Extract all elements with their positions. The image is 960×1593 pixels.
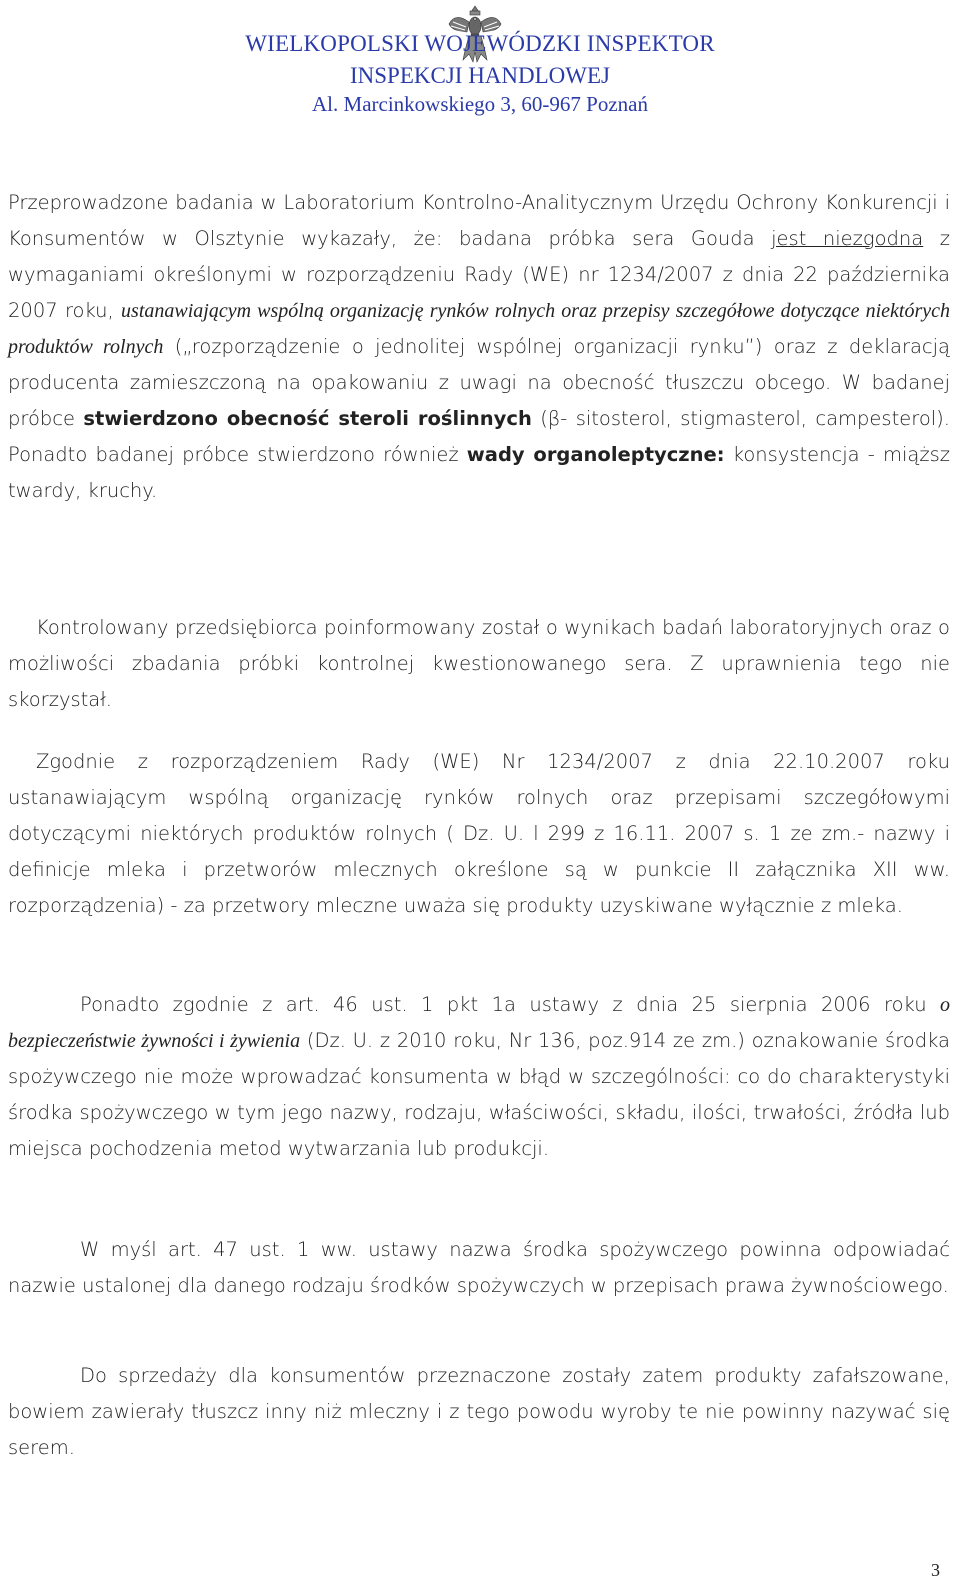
- conclusion-text: Do sprzedaży dla konsumentów przeznaczone zostały zatem produkty zafałszowane, bowiem zawierały tłuszcz inny niż mleczny i z tego powodu wyroby te nie powinny nazywać się serem.: [8, 1364, 950, 1459]
- findings-text-5: konsystencja - miąższ twardy, kruchy.: [8, 443, 950, 502]
- findings-text-2: z wymaganiami określonymi w rozporządzeniu Rady (WE) nr 1234/2007 z dnia 22 października 2007 roku,: [8, 227, 950, 322]
- paragraph-conclusion: [8, 1358, 950, 1466]
- paragraph-findings: [8, 185, 950, 509]
- paragraph-act: [8, 987, 950, 1167]
- header-line-1: WIELKOPOLSKI WOJEWÓDZKI INSPEKTOR: [245, 31, 715, 56]
- article-47-text: W myśl art. 47 ust. 1 ww. ustawy nazwa środka spożywczego powinna odpowiadać nazwie ustalonej dla danego rodzaju środków spożywczych w przepisach prawa żywnościowego.: [8, 1238, 950, 1297]
- findings-defects: wady organoleptyczne:: [466, 443, 725, 466]
- paragraph-article-47: [8, 1232, 950, 1304]
- findings-text-3: („rozporządzenie o jednolitej wspólnej organizacji rynku”) oraz z deklaracją producenta zamieszczoną na opakowaniu z uwagi na obecność tłuszczu obcego. W badanej próbce: [8, 335, 950, 430]
- findings-nonconformity: jest niezgodna: [771, 227, 924, 250]
- page-number: 3: [931, 1560, 940, 1580]
- act-text-2: (Dz. U. z 2010 roku, Nr 136, poz.914 ze zm.) oznakowanie środka spożywczego nie może wprowadzać konsumenta w błąd w szczególności: co do charakterystyki środka spożywczego w tym jego nazwy, rodzaju, właściwości, składu, ilości, trwałości, źródła lub miejsca pochodzenia metod wytwarzania lub produkcji.: [8, 1029, 950, 1160]
- act-title: o bezpieczeństwie żywności i żywienia: [8, 994, 950, 1052]
- act-text-1: Ponadto zgodnie z art. 46 ust. 1 pkt 1a ustawy z dnia 25 sierpnia 2006 roku: [80, 993, 940, 1016]
- findings-text-1: Przeprowadzone badania w Laboratorium Kontrolno-Analitycznym Urzędu Ochrony Konkurencji i Konsumentów w Olsztynie wykazały, że: badana próbka sera Gouda: [8, 191, 950, 250]
- header-address: Al. Marcinkowskiego 3, 60-967 Poznań: [312, 92, 648, 116]
- findings-regulation-title: ustanawiającym wspólną organizację rynków rolnych oraz przepisy szczegółowe dotyczące niektórych produktów rolnych: [8, 300, 950, 358]
- paragraph-notification: [8, 610, 950, 718]
- findings-sterols: stwierdzono obecność steroli roślinnych: [83, 407, 532, 430]
- findings-text-4: (β- sitosterol, stigmasterol, campesterol). Ponadto badanej próbce stwierdzono również: [8, 407, 950, 466]
- header-line-2: INSPEKCJI HANDLOWEJ: [349, 63, 611, 88]
- paragraph-regulation: [8, 744, 950, 924]
- regulation-text: Zgodnie z rozporządzeniem Rady (WE) Nr 1234/2007 z dnia 22.10.2007 roku ustanawiającym wspólną organizację rynków rolnych oraz przepisami szczegółowymi dotyczącymi niektórych produktów rolnych ( Dz. U. l 299 z 16.11. 2007 s. 1 ze zm.- nazwy i definicje mleka i przetworów mlecznych określone są w punkcie II załącznika XII ww. rozporządzenia) - za przetwory mleczne uważa się produkty uzyskiwane wyłącznie z mleka.: [8, 750, 950, 917]
- notification-text: Kontrolowany przedsiębiorca poinformowany został o wynikach badań laboratoryjnych oraz o możliwości zbadania próbki kontrolnej kwestionowanego sera. Z uprawnienia tego nie skorzystał.: [8, 616, 950, 711]
